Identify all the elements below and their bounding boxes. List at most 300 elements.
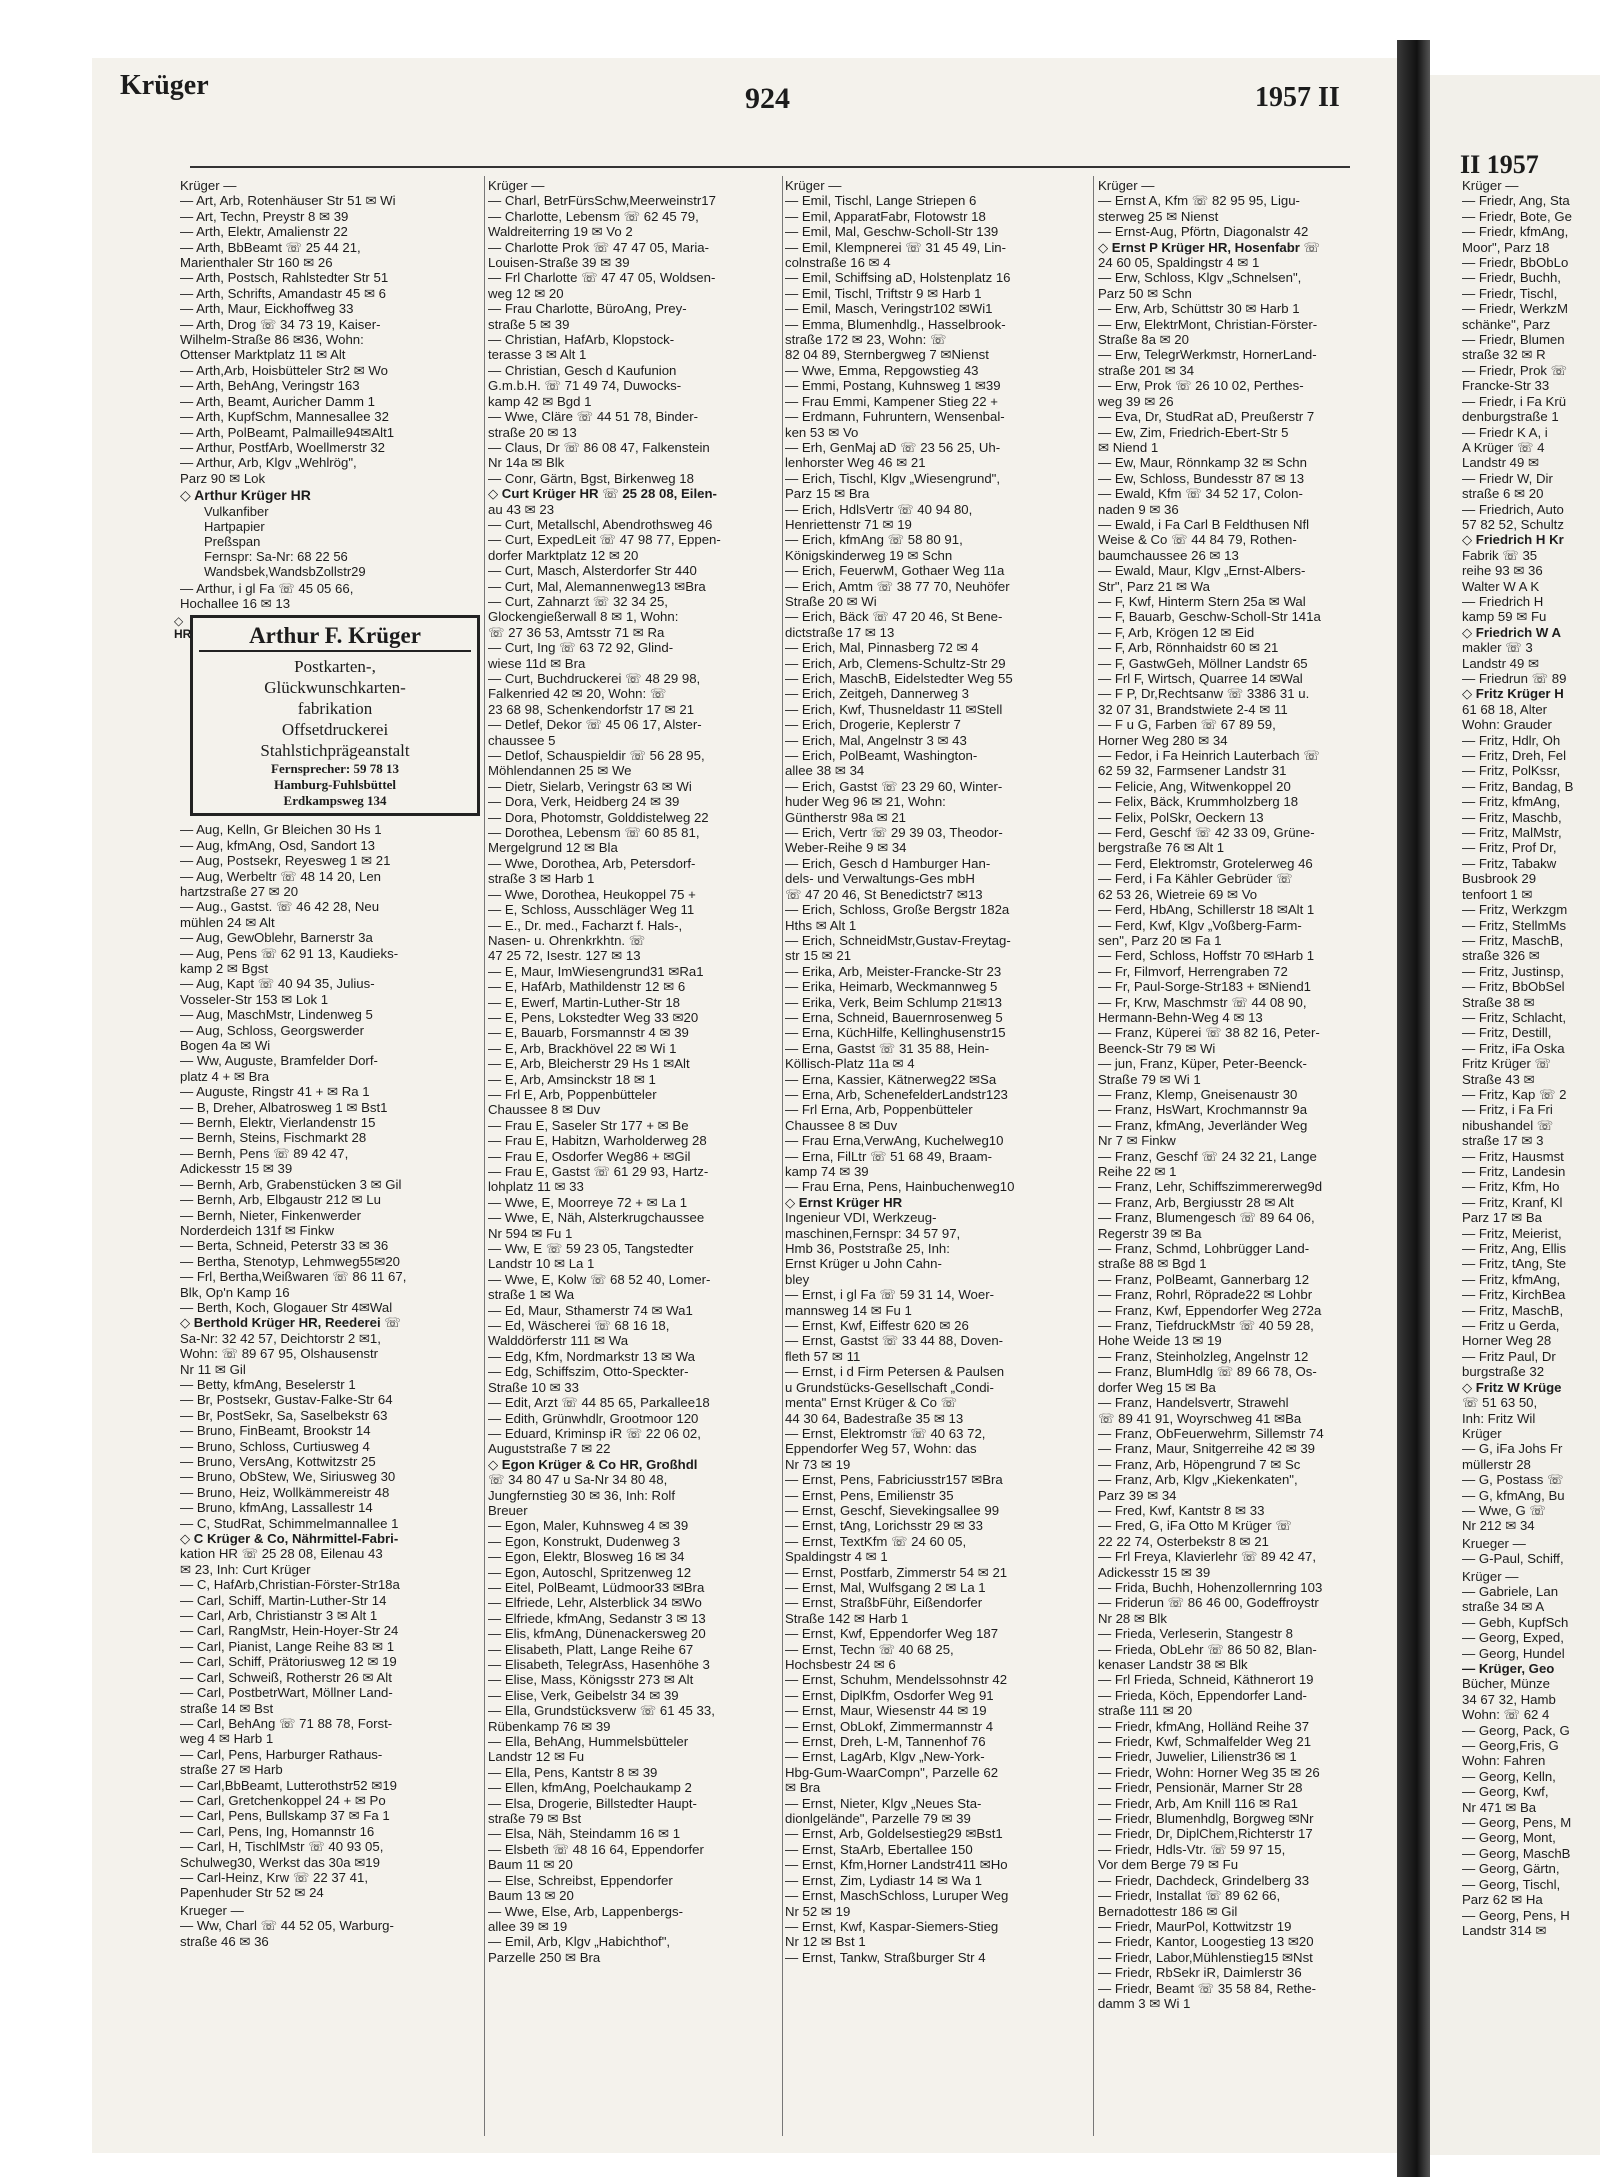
- directory-entry: — Erika, Heimarb, Weckmannweg 5: [785, 979, 998, 995]
- directory-entry: Hermann-Behn-Weg 4 ✉ 13: [1098, 1009, 1263, 1025]
- directory-entry: — Fritz, kfmAng,: [1462, 794, 1561, 810]
- directory-entry: bley: [785, 1271, 810, 1287]
- directory-entry: — Franz, Rohrl, Röprade22 ✉ Lohbr: [1098, 1287, 1313, 1303]
- directory-entry: Str", Parz 21 ✉ Wa: [1098, 578, 1210, 594]
- directory-entry: — Arth, Drog ☏ 34 73 19, Kaiser-: [180, 316, 381, 332]
- directory-entry: — Egon, Autoschl, Spritzenweg 12: [488, 1564, 692, 1580]
- directory-entry: — Ernst, Dreh, L-M, Tannenhof 76: [785, 1734, 986, 1750]
- directory-entry: ☏ 47 20 46, St Benedictstr7 ✉13: [785, 886, 983, 902]
- directory-entry: — Friedr K A, i: [1462, 424, 1548, 440]
- directory-entry: Ottenser Marktplatz 11 ✉ Alt: [180, 347, 346, 363]
- directory-entry: — Bernh, Pens ☏ 89 42 47,: [180, 1145, 349, 1161]
- directory-entry: — C, StudRat, Schimmelmannallee 1: [180, 1515, 399, 1531]
- directory-entry: — Ernst, Kfm,Horner Landstr411 ✉Ho: [785, 1857, 1008, 1873]
- directory-entry: Nr 594 ✉ Fu 1: [488, 1225, 573, 1241]
- directory-entry: Landstr 10 ✉ La 1: [488, 1256, 595, 1272]
- directory-entry: Hohe Weide 13 ✉ 19: [1098, 1333, 1222, 1349]
- directory-entry: — Bernh, Arb, Elbgaustr 212 ✉ Lu: [180, 1192, 381, 1208]
- directory-entry: — Carl, Pianist, Lange Reihe 83 ✉ 1: [180, 1638, 395, 1654]
- directory-entry: — Fritz, Kranf, Kl: [1462, 1194, 1563, 1210]
- directory-entry: Blk, Op'n Kamp 16: [180, 1284, 290, 1300]
- directory-entry: — Frl F, Wirtsch, Quarree 14 ✉Wal: [1098, 671, 1303, 686]
- directory-entry: — Wwe, Else, Arb, Lappenbergs-: [488, 1903, 683, 1919]
- directory-entry: — Charlotte Prok ☏ 47 47 05, Maria-: [488, 239, 709, 255]
- directory-entry: — Christian, Gesch d Kaufunion: [488, 362, 677, 378]
- directory-entry: — Ww, Charl ☏ 44 52 05, Warburg-: [180, 1918, 394, 1934]
- directory-entry: Nr 212 ✉ 34: [1462, 1518, 1535, 1534]
- directory-entry: Krüger —: [180, 178, 237, 193]
- directory-entry: — Friedr, Labor,Mühlenstieg15 ✉Nst: [1098, 1949, 1313, 1965]
- directory-entry: fleth 57 ✉ 11: [785, 1348, 861, 1364]
- directory-entry: — Franz, kfmAng, Jeverländer Weg: [1098, 1117, 1308, 1133]
- directory-entry: — Fritz, Schlacht,: [1462, 1009, 1567, 1025]
- directory-entry: — Ferd, HbAng, Schillerstr 18 ✉Alt 1: [1098, 902, 1315, 918]
- directory-entry: — Ernst, Maur, Wiesenstr 44 ✉ 19: [785, 1703, 987, 1719]
- directory-entry: — Carl, Arb, Christianstr 3 ✉ Alt 1: [180, 1608, 378, 1624]
- directory-entry: — Erw, Prok ☏ 26 10 02, Perthes-: [1098, 378, 1304, 394]
- directory-entry: mühlen 24 ✉ Alt: [180, 914, 275, 930]
- directory-entry: — Franz, Klemp, Gneisenaustr 30: [1098, 1086, 1298, 1102]
- directory-entry: — Franz, Kwf, Eppendorfer Weg 272a: [1098, 1302, 1322, 1318]
- directory-entry: — Eva, Dr, StudRat aD, Preußerstr 7: [1098, 409, 1315, 425]
- directory-entry: Rübenkamp 76 ✉ 39: [488, 1718, 611, 1734]
- directory-entry: Adickesstr 15 ✉ 39: [180, 1161, 293, 1177]
- directory-entry: — Ernst, Mal, Wulfsgang 2 ✉ La 1: [785, 1579, 986, 1595]
- directory-entry: — Ferd, Geschf ☏ 42 33 09, Grüne-: [1098, 825, 1315, 841]
- directory-entry: — Fritz, Meierist,: [1462, 1225, 1562, 1241]
- directory-entry: — Fritz, Ang, Ellis: [1462, 1241, 1567, 1257]
- directory-entry: — Aug, kfmAng, Osd, Sandort 13: [180, 837, 375, 853]
- directory-entry: — Erich, Mal, Angelnstr 3 ✉ 43: [785, 732, 967, 748]
- directory-entry: — Elis, kfmAng, Dünenackersweg 20: [488, 1626, 706, 1642]
- directory-entry: — Friedr, Tischl,: [1462, 285, 1558, 301]
- directory-entry: — Erna, Kassier, Kätnerweg22 ✉Sa: [785, 1071, 997, 1087]
- directory-entry: — Georg, Kwf,: [1462, 1784, 1549, 1800]
- directory-entry: — Egon, Elektr, Blosweg 16 ✉ 34: [488, 1549, 685, 1565]
- directory-entry: Ernst Krüger u John Cahn-: [785, 1256, 942, 1272]
- directory-entry: — Ernst, Schuhm, Mendelssohnstr 42: [785, 1672, 1008, 1688]
- directory-entry: — Aug, MaschMstr, Lindenweg 5: [180, 1007, 373, 1023]
- directory-entry: Nr 11 ✉ Gil: [180, 1361, 246, 1377]
- directory-entry: — Frida, Buchh, Hohenzollernring 103: [1098, 1579, 1323, 1595]
- directory-entry: Chaussee 8 ✉ Duv: [785, 1117, 898, 1133]
- directory-entry: — Ernst, Kwf, Eppendorfer Weg 187: [785, 1626, 999, 1642]
- directory-entry: ✉ Bra: [785, 1780, 821, 1796]
- directory-entry: — Georg, Gärtn,: [1462, 1861, 1560, 1877]
- directory-entry: ✉ Niend 1: [1098, 439, 1159, 455]
- directory-entry: — F, Arb, Rönnhaidstr 60 ✉ 21: [1098, 640, 1279, 656]
- directory-entry: — Frau E, Osdorfer Weg86 + ✉Gil: [488, 1148, 691, 1164]
- directory-entry: straße 111 ✉ 20: [1098, 1703, 1193, 1719]
- directory-entry: — Frl Frieda, Schneid, Käthnerort 19: [1098, 1672, 1314, 1688]
- directory-entry: — Wwe, Dorothea, Arb, Petersdorf-: [488, 855, 696, 871]
- directory-entry: 23 68 98, Schenkendorfstr 17 ✉ 21: [488, 701, 695, 717]
- directory-entry: — Carl,BbBeamt, Lutterothstr52 ✉19: [180, 1777, 398, 1793]
- directory-entry: Hmb 36, Poststraße 25, Inh:: [785, 1241, 950, 1257]
- directory-entry: — Emil, Tischl, Lange Striepen 6: [785, 193, 977, 209]
- directory-entry: — Ernst, DiplKfm, Osdorfer Weg 91: [785, 1687, 994, 1703]
- directory-entry: — Erh, GenMaj aD ☏ 23 56 25, Uh-: [785, 439, 1001, 455]
- directory-entry: straße 3 ✉ Harb 1: [488, 871, 595, 887]
- directory-entry: — Frieda, Verleserin, Stangestr 8: [1098, 1626, 1293, 1642]
- directory-entry: — Eitel, PolBeamt, Lüdmoor33 ✉Bra: [488, 1579, 705, 1595]
- directory-entry: Nr 7 ✉ Finkw: [1098, 1133, 1176, 1149]
- directory-entry: — Elfriede, kfmAng, Sedanstr 3 ✉ 13: [488, 1610, 706, 1626]
- directory-entry: — Frau Erna,VerwAng, Kuchelweg10: [785, 1133, 1004, 1149]
- directory-entry: Hochsbestr 24 ✉ 6: [785, 1657, 896, 1672]
- directory-entry: — Ernst, Tankw, Straßburger Str 4: [785, 1949, 986, 1965]
- directory-entry: — Georg, Tischl,: [1462, 1876, 1561, 1892]
- directory-entry: — Franz, TiefdruckMstr ☏ 40 59 28,: [1098, 1318, 1314, 1334]
- directory-entry: — Art, Arb, Rotenhäuser Str 51 ✉ Wi: [180, 193, 396, 209]
- directory-entry: — Fritz, MaschB,: [1462, 1302, 1564, 1318]
- directory-entry: sterweg 25 ✉ Nienst: [1098, 208, 1219, 224]
- directory-entry: — Edg, Schiffszim, Otto-Speckter-: [488, 1364, 689, 1380]
- advert-marker: ◇ HR: [174, 614, 192, 642]
- directory-entry: ☏ 34 80 47 u Sa-Nr 34 80 48,: [488, 1472, 668, 1488]
- directory-entry: straße 5 ✉ 39: [488, 316, 570, 332]
- directory-entry: — Else, Schreibst, Eppendorfer: [488, 1872, 673, 1888]
- directory-entry: — Friedr, BbObLo: [1462, 255, 1569, 271]
- directory-entry: Jungfernstieg 30 ✉ 36, Inh: Rolf: [488, 1487, 675, 1503]
- column-2: [488, 176, 786, 2151]
- directory-entry: Nr 28 ✉ Blk: [1098, 1610, 1167, 1626]
- directory-entry: Vosseler-Str 153 ✉ Lok 1: [180, 991, 329, 1007]
- directory-entry: — Georg, Kelln,: [1462, 1768, 1556, 1784]
- directory-entry: — Ernst, MaschSchloss, Luruper Weg: [785, 1888, 1009, 1904]
- directory-entry: Krueger —: [1462, 1535, 1526, 1551]
- directory-entry: — Frau E, Habitzn, Warholderweg 28: [488, 1133, 707, 1149]
- directory-entry: — Erich, FeuerwM, Gothaer Weg 11a: [785, 563, 1005, 579]
- directory-entry: — F u G, Farben ☏ 67 89 59,: [1098, 717, 1276, 733]
- directory-entry: ◇ Berthold Krüger HR, Reederei ☏: [180, 1315, 401, 1331]
- directory-entry: Fritz Krüger ☏: [1462, 1056, 1552, 1072]
- directory-entry: — Ew, Zim, Friedrich-Ebert-Str 5: [1098, 424, 1289, 440]
- directory-entry: — Franz, Handelsvertr, Strawehl: [1098, 1395, 1289, 1411]
- directory-entry: Falkenried 42 ✉ 20, Wohn: ☏: [488, 686, 667, 702]
- directory-entry: — G-Paul, Schiff,: [1462, 1551, 1564, 1567]
- directory-entry: — Friedr, Kwf, Schmalfelder Weg 21: [1098, 1734, 1312, 1750]
- directory-entry: — Felicie, Ang, Witwenkoppel 20: [1098, 778, 1291, 794]
- directory-entry: ☏ 51 63 50,: [1462, 1395, 1538, 1411]
- directory-entry: — G, iFa Johs Fr: [1462, 1441, 1563, 1457]
- directory-entry: — Bruno, FinBeamt, Brookstr 14: [180, 1423, 371, 1439]
- directory-entry: — Emil, Mal, Geschw-Scholl-Str 139: [785, 224, 999, 240]
- directory-entry: 32 07 31, Brandstwiete 2-4 ✉ 11: [1098, 701, 1288, 717]
- directory-entry: wiese 11d ✉ Bra: [488, 655, 586, 671]
- directory-entry: — Bruno, kfmAng, Lassallestr 14: [180, 1500, 373, 1516]
- column-3: [785, 176, 1085, 2151]
- column-5: [1462, 176, 1602, 2151]
- directory-entry: — Ernst, Kwf, Eiffestr 620 ✉ 26: [785, 1318, 969, 1334]
- directory-entry: — Franz, Arb, Höpengrund 7 ✉ Sc: [1098, 1456, 1301, 1472]
- directory-entry: — Emil, ApparatFabr, Flotowstr 18: [785, 208, 986, 224]
- directory-entry: — Franz, Schmd, Lohbrügger Land-: [1098, 1241, 1310, 1257]
- directory-entry: — Franz, BlumHdlg ☏ 89 66 78, Os-: [1098, 1364, 1317, 1380]
- directory-entry: — Erich, Mal, Pinnasberg 72 ✉ 4: [785, 640, 979, 656]
- directory-entry: — Fritz, StellmMs: [1462, 917, 1567, 933]
- directory-entry: — Ferd, Schloss, Hoffstr 70 ✉Harb 1: [1098, 948, 1315, 964]
- directory-entry: — Erich, MaschB, Eidelstedter Weg 55: [785, 671, 1013, 686]
- advert-line: Wandsbek,WandsbZollstr29: [204, 563, 366, 579]
- directory-entry: Chaussee 8 ✉ Duv: [488, 1102, 601, 1118]
- directory-entry: — Curt, Zahnarzt ☏ 32 34 25,: [488, 593, 668, 609]
- directory-entry: — Frl, Bertha,Weißwaren ☏ 86 11 67,: [180, 1269, 407, 1285]
- directory-entry: — Georg, Exped,: [1462, 1630, 1564, 1646]
- directory-entry: — Fr, Krw, Maschmstr ☏ 44 08 90,: [1098, 994, 1307, 1010]
- directory-entry: weg 39 ✉ 26: [1098, 393, 1174, 409]
- directory-entry: — Dietr, Sielarb, Veringstr 63 ✉ Wi: [488, 778, 692, 794]
- directory-entry: Reihe 22 ✉ 1: [1098, 1164, 1177, 1179]
- directory-entry: — Erich, Vertr ☏ 29 39 03, Theodor-: [785, 825, 1003, 841]
- book-gutter: [1397, 40, 1430, 2177]
- directory-entry: Straße 142 ✉ Harb 1: [785, 1610, 909, 1626]
- directory-entry: Güntherstr 98a ✉ 21: [785, 809, 907, 825]
- directory-entry: kation HR ☏ 25 28 08, Eilenau 43: [180, 1546, 383, 1562]
- directory-entry: ◇ Egon Krüger & Co HR, Großhdl: [488, 1456, 698, 1472]
- directory-entry: lohplatz 11 ✉ 33: [488, 1179, 584, 1195]
- directory-entry: — Edit, Arzt ☏ 44 85 65, Parkallee18: [488, 1395, 710, 1411]
- directory-entry: Beenck-Str 79 ✉ Wi: [1098, 1040, 1216, 1056]
- directory-entry: ◇ Ernst P Krüger HR, Hosenfabr ☏: [1098, 239, 1321, 255]
- directory-entry: — Detlof, Schauspieldir ☏ 56 28 95,: [488, 748, 705, 764]
- directory-entry: Nasen- u. Ohrenkrkhtn. ☏: [488, 932, 646, 948]
- directory-entry: — Dora, Verk, Heidberg 24 ✉ 39: [488, 794, 680, 810]
- directory-entry: — Carl, BehAng ☏ 71 88 78, Forst-: [180, 1715, 393, 1731]
- directory-entry: Baum 13 ✉ 20: [488, 1888, 574, 1904]
- directory-entry: — Erw, Schloss, Klgv „Schnelsen",: [1098, 270, 1302, 286]
- advert-line: Vulkanfiber: [204, 503, 269, 519]
- directory-entry: — Fritz, Maschb,: [1462, 809, 1562, 825]
- directory-entry: — Ella, Grundstücksverw ☏ 61 45 33,: [488, 1703, 715, 1719]
- directory-entry: Bernadottestr 186 ✉ Gil: [1098, 1903, 1238, 1919]
- directory-entry: Glockengießerwall 8 ✉ 1, Wohn:: [488, 609, 679, 625]
- directory-entry: — Betty, kfmAng, Beselerstr 1: [180, 1376, 356, 1392]
- directory-entry: — Friedr, kfmAng,: [1462, 224, 1569, 240]
- directory-entry: — Aug, Schloss, Georgswerder: [180, 1022, 364, 1038]
- directory-entry: allee 38 ✉ 34: [785, 763, 865, 779]
- directory-entry: Hochallee 16 ✉ 13: [180, 595, 291, 611]
- directory-entry: — Friedr, RbSekr iR, Daimlerstr 36: [1098, 1965, 1302, 1981]
- directory-entry: Hths ✉ Alt 1: [785, 917, 857, 933]
- directory-entry: müllerstr 28: [1462, 1456, 1531, 1472]
- directory-entry: Straße 20 ✉ Wi: [785, 593, 877, 609]
- directory-entry: — Berth, Koch, Glogauer Str 4✉Wal: [180, 1299, 393, 1315]
- directory-entry: — Elsa, Drogerie, Billstedter Haupt-: [488, 1795, 697, 1811]
- directory-entry: Straße 43 ✉: [1462, 1071, 1535, 1087]
- advert-arthur-krueger: [180, 488, 480, 578]
- directory-entry: — F, GastwGeh, Möllner Landstr 65: [1098, 655, 1308, 671]
- directory-entry: baumchaussee 26 ✉ 13: [1098, 547, 1239, 563]
- directory-entry: ◇ Curt Krüger HR ☏ 25 28 08, Eilen-: [488, 486, 717, 502]
- directory-entry: u Grundstücks-Gesellschaft „Condi-: [785, 1379, 994, 1395]
- directory-entry: — Friedr, Hdls-Vtr. ☏ 59 97 15,: [1098, 1841, 1286, 1857]
- directory-entry: — Georg, Mont,: [1462, 1830, 1556, 1846]
- directory-entry: — Fritz, Landesin: [1462, 1164, 1566, 1179]
- directory-entry: straße 201 ✉ 34: [1098, 362, 1195, 378]
- directory-entry: — Erich, SchneidMstr,Gustav-Freytag-: [785, 932, 1011, 948]
- directory-entry: straße 88 ✉ Bgd 1: [1098, 1256, 1207, 1272]
- directory-entry: 62 53 26, Wietreie 69 ✉ Vo: [1098, 886, 1258, 902]
- directory-entry: Parz 90 ✉ Lok: [180, 470, 266, 486]
- directory-entry: — Wwe, E, Näh, Alsterkrugchaussee: [488, 1210, 705, 1226]
- directory-entry: — Friedr, Ang, Sta: [1462, 193, 1570, 209]
- directory-entry: 62 59 32, Farmsener Landstr 31: [1098, 763, 1287, 779]
- directory-entry: Regerstr 39 ✉ Ba: [1098, 1225, 1202, 1241]
- directory-entry: — Ferd, i Fa Kähler Gebrüder ☏: [1098, 871, 1293, 887]
- directory-entry: — Ella, BehAng, Hummelsbütteler: [488, 1734, 689, 1750]
- directory-entry: makler ☏ 3: [1462, 640, 1533, 656]
- directory-entry: weg 4 ✉ Harb 1: [180, 1731, 274, 1747]
- directory-entry: Marienthaler Str 160 ✉ 26: [180, 255, 333, 271]
- directory-entry: dorfer Weg 15 ✉ Ba: [1098, 1379, 1216, 1395]
- directory-entry: — Ernst, ObLokf, Zimmermannstr 4: [785, 1718, 994, 1734]
- directory-entry: Henriettenstr 71 ✉ 19: [785, 516, 912, 532]
- advert-lines: [204, 504, 480, 579]
- directory-entry: — F, Bauarb, Geschw-Scholl-Str 141a: [1098, 609, 1321, 625]
- directory-entry: — Gabriele, Lan: [1462, 1583, 1559, 1599]
- directory-entry: — Friedr, kfmAng, Holländ Reihe 37: [1098, 1718, 1310, 1734]
- directory-entry: Papenhuder Str 52 ✉ 24: [180, 1885, 324, 1901]
- directory-entry: ✉ 23, Inh: Curt Krüger: [180, 1561, 311, 1577]
- directory-entry: — Bernh, Elektr, Vierlandenstr 15: [180, 1115, 376, 1131]
- directory-entry: — Carl, Pens, Bullskamp 37 ✉ Fa 1: [180, 1808, 390, 1824]
- directory-entry: — Ernst A, Kfm ☏ 82 95 95, Ligu-: [1098, 193, 1300, 209]
- directory-entry: Krüger —: [1462, 178, 1519, 193]
- directory-entry: — Aug, Kelln, Gr Bleichen 30 Hs 1: [180, 822, 382, 838]
- directory-entry: — Ernst-Aug, Pförtn, Diagonalstr 42: [1098, 224, 1309, 240]
- directory-entry: colnstraße 16 ✉ 4: [785, 255, 891, 271]
- directory-entry: — Friedr, Arb, Am Knill 116 ✉ Ra1: [1098, 1795, 1298, 1811]
- directory-entry: — Arthur, i gl Fa ☏ 45 05 66,: [180, 580, 354, 596]
- directory-entry: — Ernst, i gl Fa ☏ 59 31 14, Woer-: [785, 1287, 995, 1303]
- directory-entry: chaussee 5: [488, 732, 556, 748]
- directory-entry: — Erna, Arb, SchenefelderLandstr123: [785, 1086, 1008, 1102]
- directory-entry: — Erich, Gastst ☏ 23 29 60, Winter-: [785, 778, 1003, 794]
- directory-entry: — Franz, Arb, Bergiusstr 28 ✉ Alt: [1098, 1194, 1294, 1210]
- directory-entry: Breuer: [488, 1502, 528, 1518]
- directory-entry: — Erika, Verk, Beim Schlump 21✉13: [785, 994, 1003, 1010]
- directory-entry: — Erich, HdlsVertr ☏ 40 94 80,: [785, 501, 973, 517]
- directory-entry: — Ernst, StaArb, Ebertallee 150: [785, 1841, 973, 1857]
- directory-entry: — Fritz, Bandag, B: [1462, 778, 1574, 794]
- directory-entry: — Fritz, BbObSel: [1462, 979, 1565, 995]
- directory-entry: — Fritz, i Fa Fri: [1462, 1102, 1553, 1118]
- directory-entry: — Fr, Filmvorf, Herrengraben 72: [1098, 963, 1288, 979]
- directory-entry: Schulweg30, Werkst das 30a ✉19: [180, 1854, 380, 1870]
- directory-entry: — Friedr, Installat ☏ 89 62 66,: [1098, 1888, 1281, 1904]
- page-number: 924: [745, 82, 790, 115]
- page-year: 1957 II: [1255, 82, 1340, 113]
- directory-entry: — Bernh, Steins, Fischmarkt 28: [180, 1130, 367, 1146]
- directory-entry: Nr 12 ✉ Bst 1: [785, 1934, 866, 1950]
- directory-entry: Adickesstr 15 ✉ 39: [1098, 1564, 1211, 1580]
- directory-entry: Baum 11 ✉ 20: [488, 1857, 573, 1873]
- directory-entry: — Ernst, TextKfm ☏ 24 60 05,: [785, 1533, 967, 1549]
- directory-entry: Wohn: Grauder: [1462, 717, 1552, 733]
- directory-entry: — Emmi, Postang, Kuhnsweg 1 ✉39: [785, 378, 1001, 394]
- directory-entry: — F, Arb, Krögen 12 ✉ Eid: [1098, 624, 1255, 640]
- advert-line: Hartpapier: [204, 518, 265, 534]
- directory-entry: — Egon, Konstrukt, Dudenweg 3: [488, 1533, 681, 1549]
- directory-entry: — Friedr, Buchh,: [1462, 270, 1561, 286]
- directory-entry: Walter W A K: [1462, 578, 1540, 594]
- directory-entry: — Claus, Dr ☏ 86 08 47, Falkenstein: [488, 439, 710, 455]
- directory-entry: ◇ C Krüger & Co, Nährmittel-Fabri-: [180, 1531, 399, 1547]
- directory-entry: damm 3 ✉ Wi 1: [1098, 1995, 1191, 2011]
- directory-entry: 57 82 52, Schultz: [1462, 516, 1564, 532]
- directory-entry: straße 32 ✉ R: [1462, 347, 1546, 363]
- directory-entry: — Erich, Kwf, Thusneldastr 11 ✉Stell: [785, 701, 1003, 717]
- advert-title: Arthur F. Krüger: [199, 622, 471, 652]
- directory-entry: — Franz, HsWart, Krochmannstr 9a: [1098, 1102, 1308, 1118]
- directory-entry: Parz 39 ✉ 34: [1098, 1487, 1177, 1503]
- advert-line: Fernspr: Sa-Nr: 68 22 56: [204, 548, 348, 564]
- directory-entry: — Fritz, tAng, Ste: [1462, 1256, 1567, 1272]
- directory-entry: — Ernst, LagArb, Klgv „New-York-: [785, 1749, 985, 1765]
- directory-entry: — Friedr, Kantor, Loogestieg 13 ✉20: [1098, 1934, 1314, 1950]
- directory-entry: — Krüger, Geo: [1462, 1661, 1555, 1676]
- directory-entry: — Christian, HafArb, Klopstock-: [488, 332, 675, 348]
- directory-entry: — Aug, Werbeltr ☏ 48 14 20, Len: [180, 868, 381, 884]
- directory-entry: — Ewald, Maur, Klgv „Ernst-Albers-: [1098, 563, 1306, 579]
- directory-entry: — Ernst, StraßbFühr, Eißendorfer: [785, 1595, 983, 1611]
- directory-entry: — Conr, Gärtn, Bgst, Birkenweg 18: [488, 470, 694, 486]
- directory-entry: Krüger —: [1462, 1568, 1519, 1584]
- directory-entry: Horner Weg 28: [1462, 1333, 1552, 1349]
- column-1-entries-bottom: [180, 822, 480, 1949]
- directory-entry: — Charl, BetrFürsSchw,Meerweinstr17: [488, 193, 716, 209]
- directory-entry: hartzstraße 27 ✉ 20: [180, 883, 299, 899]
- directory-entry: Königskinderweg 19 ✉ Schn: [785, 547, 953, 563]
- directory-entry: straße 20 ✉ 13: [488, 424, 577, 440]
- directory-entry: sen", Parz 20 ✉ Fa 1: [1098, 932, 1222, 948]
- directory-entry: Parz 50 ✉ Schn: [1098, 285, 1192, 301]
- directory-entry: — Ed, Maur, Sthamerstr 74 ✉ Wa1: [488, 1302, 693, 1318]
- directory-entry: denburgstraße 1: [1462, 409, 1559, 425]
- directory-entry: — Erika, Arb, Meister-Francke-Str 23: [785, 963, 1002, 979]
- directory-entry: Fabrik ☏ 35: [1462, 547, 1538, 563]
- directory-entry: — Emma, Blumenhdlg., Hasselbrook-: [785, 316, 1006, 332]
- directory-entry: — Ernst, tAng, Lorichsstr 29 ✉ 33: [785, 1518, 983, 1534]
- directory-entry: — Georg,Fris, G: [1462, 1738, 1559, 1754]
- advert-line: Offsetdruckerei: [281, 720, 389, 740]
- directory-entry: weg 12 ✉ 20: [488, 285, 564, 301]
- directory-entry: — Friderun ☏ 86 46 00, Godeffroystr: [1098, 1595, 1319, 1611]
- directory-entry: straße 14 ✉ Bst: [180, 1700, 274, 1716]
- directory-entry: Straße 38 ✉: [1462, 994, 1535, 1010]
- directory-entry: — Erich, Zeitgeh, Dannerweg 3: [785, 686, 969, 702]
- directory-entry: tenfoort 1 ✉: [1462, 886, 1533, 902]
- directory-entry: — Edith, Grünwhdlr, Grootmoor 120: [488, 1410, 699, 1426]
- column-divider: [1093, 176, 1094, 2136]
- directory-entry: straße 6 ✉ 20: [1462, 486, 1544, 502]
- directory-entry: — Ernst, Arb, Goldelsestieg29 ✉Bst1: [785, 1826, 1003, 1842]
- directory-entry: — Fritz, Hdlr, Oh: [1462, 732, 1561, 748]
- directory-entry: — Emil, Schiffsing aD, Holstenplatz 16: [785, 270, 1011, 286]
- directory-entry: — Emil, Tischl, Triftstr 9 ✉ Harb 1: [785, 285, 982, 301]
- directory-entry: — Arth, Maur, Eickhoffweg 33: [180, 301, 354, 317]
- directory-entry: — Bruno, Schloss, Curtiusweg 4: [180, 1438, 370, 1454]
- directory-entry: — E., Dr. med., Facharzt f. Hals-,: [488, 917, 683, 933]
- advert-arthur-f-krueger: [174, 614, 480, 816]
- directory-entry: Landstr 12 ✉ Fu: [488, 1749, 585, 1765]
- directory-entry: Krüger —: [785, 178, 842, 193]
- directory-entry: — Fritz, kfmAng,: [1462, 1271, 1561, 1287]
- advert-street: Erdkampsweg 134: [283, 793, 387, 809]
- directory-entry: — Ew, Schloss, Bundesstr 87 ✉ 13: [1098, 470, 1305, 486]
- directory-entry: Krüger —: [488, 178, 545, 193]
